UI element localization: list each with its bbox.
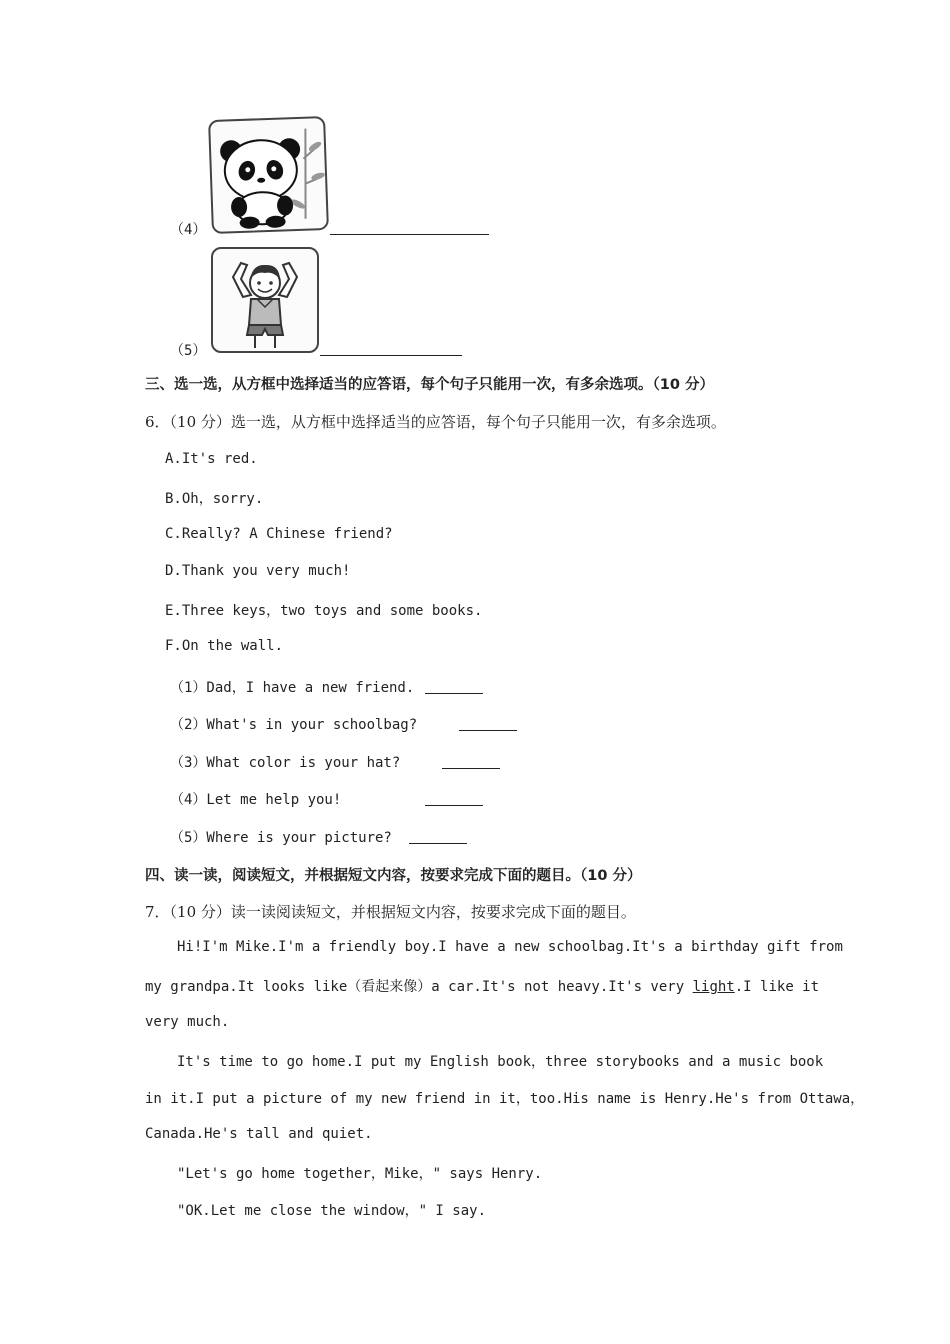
question-6-item-3: （3）What color is your hat? xyxy=(170,755,401,771)
passage-text: my grandpa.It looks like（看起来像）a car.It's not heavy.It's very xyxy=(145,979,693,995)
underlined-word: light xyxy=(692,979,735,995)
option-f: F.On the wall. xyxy=(165,638,284,654)
passage-dialogue-2: "OK.Let me close the window，" I say. xyxy=(177,1203,487,1219)
option-a: A.It's red. xyxy=(165,451,258,467)
question-6-item-5: （5）Where is your picture? xyxy=(170,830,392,846)
question-6-item-4: （4）Let me help you! xyxy=(170,792,342,808)
question-6-item-3-blank[interactable] xyxy=(442,768,500,769)
question-6-item-1: （1）Dad，I have a new friend. xyxy=(170,680,415,696)
panda-icon xyxy=(210,118,327,232)
picture-item-5-label: （5） xyxy=(170,343,207,359)
passage-dialogue-1: "Let's go home together，Mike，" says Henry. xyxy=(177,1166,543,1182)
picture-item-4-label: （4） xyxy=(170,222,207,238)
section-3-heading: 三、选一选，从方框中选择适当的应答语，每个句子只能用一次，有多余选项。（10 分） xyxy=(145,377,714,393)
option-b: B.Oh，sorry. xyxy=(165,491,264,507)
passage-paragraph-2-line-1: It's time to go home.I put my English book，three storybooks and a music book xyxy=(177,1054,824,1070)
panda-picture xyxy=(208,116,329,234)
option-c: C.Really? A Chinese friend? xyxy=(165,526,393,542)
boy-stretching-picture xyxy=(211,247,319,353)
question-6-item-4-blank[interactable] xyxy=(425,805,483,806)
boy-icon xyxy=(213,249,317,351)
picture-item-4-answer-blank[interactable] xyxy=(330,234,489,235)
option-d: D.Thank you very much! xyxy=(165,563,351,579)
section-4-heading: 四、读一读，阅读短文，并根据短文内容，按要求完成下面的题目。（10 分） xyxy=(145,868,642,884)
picture-item-5-answer-blank[interactable] xyxy=(320,355,462,356)
option-e: E.Three keys，two toys and some books. xyxy=(165,603,483,619)
question-7-prompt: 7．（10 分）读一读阅读短文，并根据短文内容，按要求完成下面的题目。 xyxy=(145,903,636,921)
passage-text: .I like it xyxy=(734,979,820,995)
question-6-prompt: 6．（10 分）选一选，从方框中选择适当的应答语，每个句子只能用一次，有多余选项。 xyxy=(145,413,726,431)
passage-paragraph-2-line-3: Canada.He's tall and quiet. xyxy=(145,1126,373,1142)
question-6-item-2: （2）What's in your schoolbag? xyxy=(170,717,418,733)
passage-paragraph-1-line-2 xyxy=(145,976,819,996)
question-6-item-5-blank[interactable] xyxy=(409,843,467,844)
passage-paragraph-1-line-1: Hi!I'm Mike.I'm a friendly boy.I have a new schoolbag.It's a birthday gift from xyxy=(177,939,843,955)
question-6-item-1-blank[interactable] xyxy=(425,693,483,694)
question-6-item-2-blank[interactable] xyxy=(459,730,517,731)
passage-paragraph-2-line-2: in it.I put a picture of my new friend in it，too.His name is Henry.He's from Ottawa， xyxy=(145,1091,865,1107)
passage-paragraph-1-line-3: very much. xyxy=(145,1014,230,1030)
